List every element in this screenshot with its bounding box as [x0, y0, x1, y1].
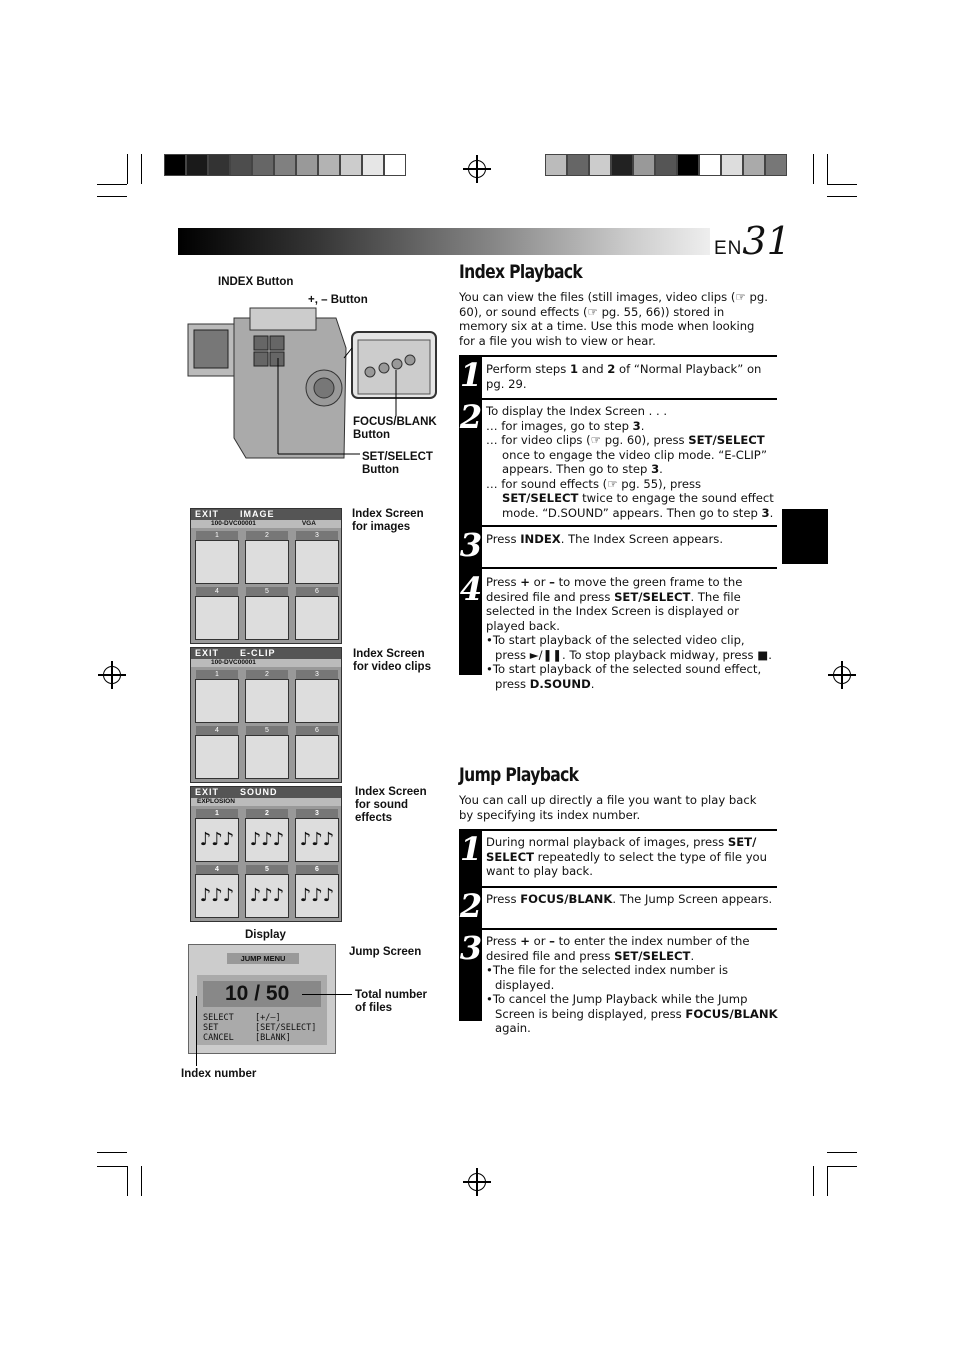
jump-step-2: Press FOCUS/BLANK. The Jump Screen appears.	[486, 892, 773, 906]
label-focus-blank: FOCUS/BLANK Button	[353, 416, 437, 441]
jump-step-3: Press + or – to enter the index number of the desired file and press SET/SELECT. •The file for the selected index number is displayed. •To cancel the Jump Playback while the Jump Screen is being displayed, press FOCUS/BLANK again.	[486, 934, 778, 1035]
heading-jump-playback: Jump Playback	[459, 764, 579, 786]
jump-total-files: 50	[265, 982, 290, 1005]
index-playback-intro: You can view the files (still images, video clips (☞ pg. 60), or sound effects (☞ pg. 55, 66)) stored in memory six at a time. Use this mode when looking for a file you wish to view or hear.	[459, 290, 768, 348]
index-screen-video: EXIT E-CLIP 100-DVC00001 1 2 3 4 5 6	[190, 647, 342, 783]
step-2: To display the Index Screen . . . … for images, go to step 3. … for video clips (☞ pg. 60), press SET/SELECT once to engage the video clip mode. “E-CLIP” appears. Then go to step 3. … for sound effects (☞ pg. 55), press SET/SELECT twice to engage the sound effect mode. “D.SOUND” appears. Then go to step 3.	[486, 404, 774, 520]
label-display: Display	[245, 929, 286, 941]
thumbnail: 2	[245, 540, 289, 584]
label-set-select: SET/SELECT Button	[362, 451, 433, 476]
index-screen-images: EXIT IMAGE 100-DVC00001 VGA 1 2 3 4 5 6	[190, 508, 342, 644]
sound-thumbnail: 4 ♪♪♪	[195, 874, 239, 918]
label-total-files: Total number of files	[355, 989, 427, 1014]
registration-mark-icon	[833, 666, 851, 684]
registration-mark-icon	[468, 160, 486, 178]
label-plus-minus-button: +, – Button	[308, 294, 368, 306]
jump-step-1: During normal playback of images, press SET/ SELECT repeatedly to select the type of file you want to play back.	[486, 835, 767, 878]
thumbnail: 6	[295, 735, 339, 779]
label-index-button: INDEX Button	[218, 276, 294, 288]
color-bar-right	[545, 154, 787, 176]
label-index-images: Index Screen for images	[352, 508, 424, 533]
color-bar-left	[164, 154, 406, 176]
camcorder-illustration	[186, 288, 442, 473]
heading-index-playback: Index Playback	[459, 261, 583, 283]
thumbnail: 5	[245, 596, 289, 640]
thumbnail: 1	[195, 679, 239, 723]
index-screen-sound: EXIT SOUND EXPLOSION 1 ♪♪♪ 2 ♪♪♪ 3 ♪♪♪ 4 ♪♪♪ 5 ♪♪♪ 6 ♪♪♪	[190, 786, 342, 922]
jump-playback-intro: You can call up directly a file you want to play back by specifying its index number.	[459, 793, 757, 822]
thumbnail: 4	[195, 596, 239, 640]
jump-index-number: 10	[225, 982, 249, 1005]
sound-thumbnail: 6 ♪♪♪	[295, 874, 339, 918]
label-index-number: Index number	[181, 1068, 257, 1080]
label-index-sound: Index Screen for sound effects	[355, 786, 427, 824]
page-number: EN31	[714, 219, 791, 263]
thumbnail: 3	[295, 679, 339, 723]
thumbnail: 2	[245, 679, 289, 723]
jump-screen: JUMP MENU 10 / 50 SELECT [+/–] SET [SET/SELECT] CANCEL [BLANK]	[188, 944, 336, 1054]
jump-menu-title: JUMP MENU	[227, 953, 299, 964]
label-jump-screen: Jump Screen	[349, 946, 422, 958]
thumbnail: 6	[295, 596, 339, 640]
registration-mark-icon	[468, 1173, 486, 1191]
step-4: Press + or – to move the green frame to the desired file and press SET/SELECT. The file selected in the Index Screen is displayed or played back. •To start playback of the selected video clip, press ►/❚❚. To stop playback midway, press ■. •To start playback of the selected sound effect, press D.SOUND.	[486, 575, 772, 691]
thumbnail: 4	[195, 735, 239, 779]
label-index-video: Index Screen for video clips	[353, 648, 431, 673]
sound-thumbnail: 2 ♪♪♪	[245, 818, 289, 862]
thumbnail: 1	[195, 540, 239, 584]
sound-thumbnail: 1 ♪♪♪	[195, 818, 239, 862]
header-band	[178, 228, 710, 255]
step-1: Perform steps 1 and 2 of “Normal Playback” on pg. 29.	[486, 362, 762, 391]
section-tab	[782, 509, 828, 564]
thumbnail: 5	[245, 735, 289, 779]
sound-thumbnail: 3 ♪♪♪	[295, 818, 339, 862]
sound-thumbnail: 5 ♪♪♪	[245, 874, 289, 918]
registration-mark-icon	[103, 666, 121, 684]
thumbnail: 3	[295, 540, 339, 584]
step-3: Press INDEX. The Index Screen appears.	[486, 532, 724, 546]
